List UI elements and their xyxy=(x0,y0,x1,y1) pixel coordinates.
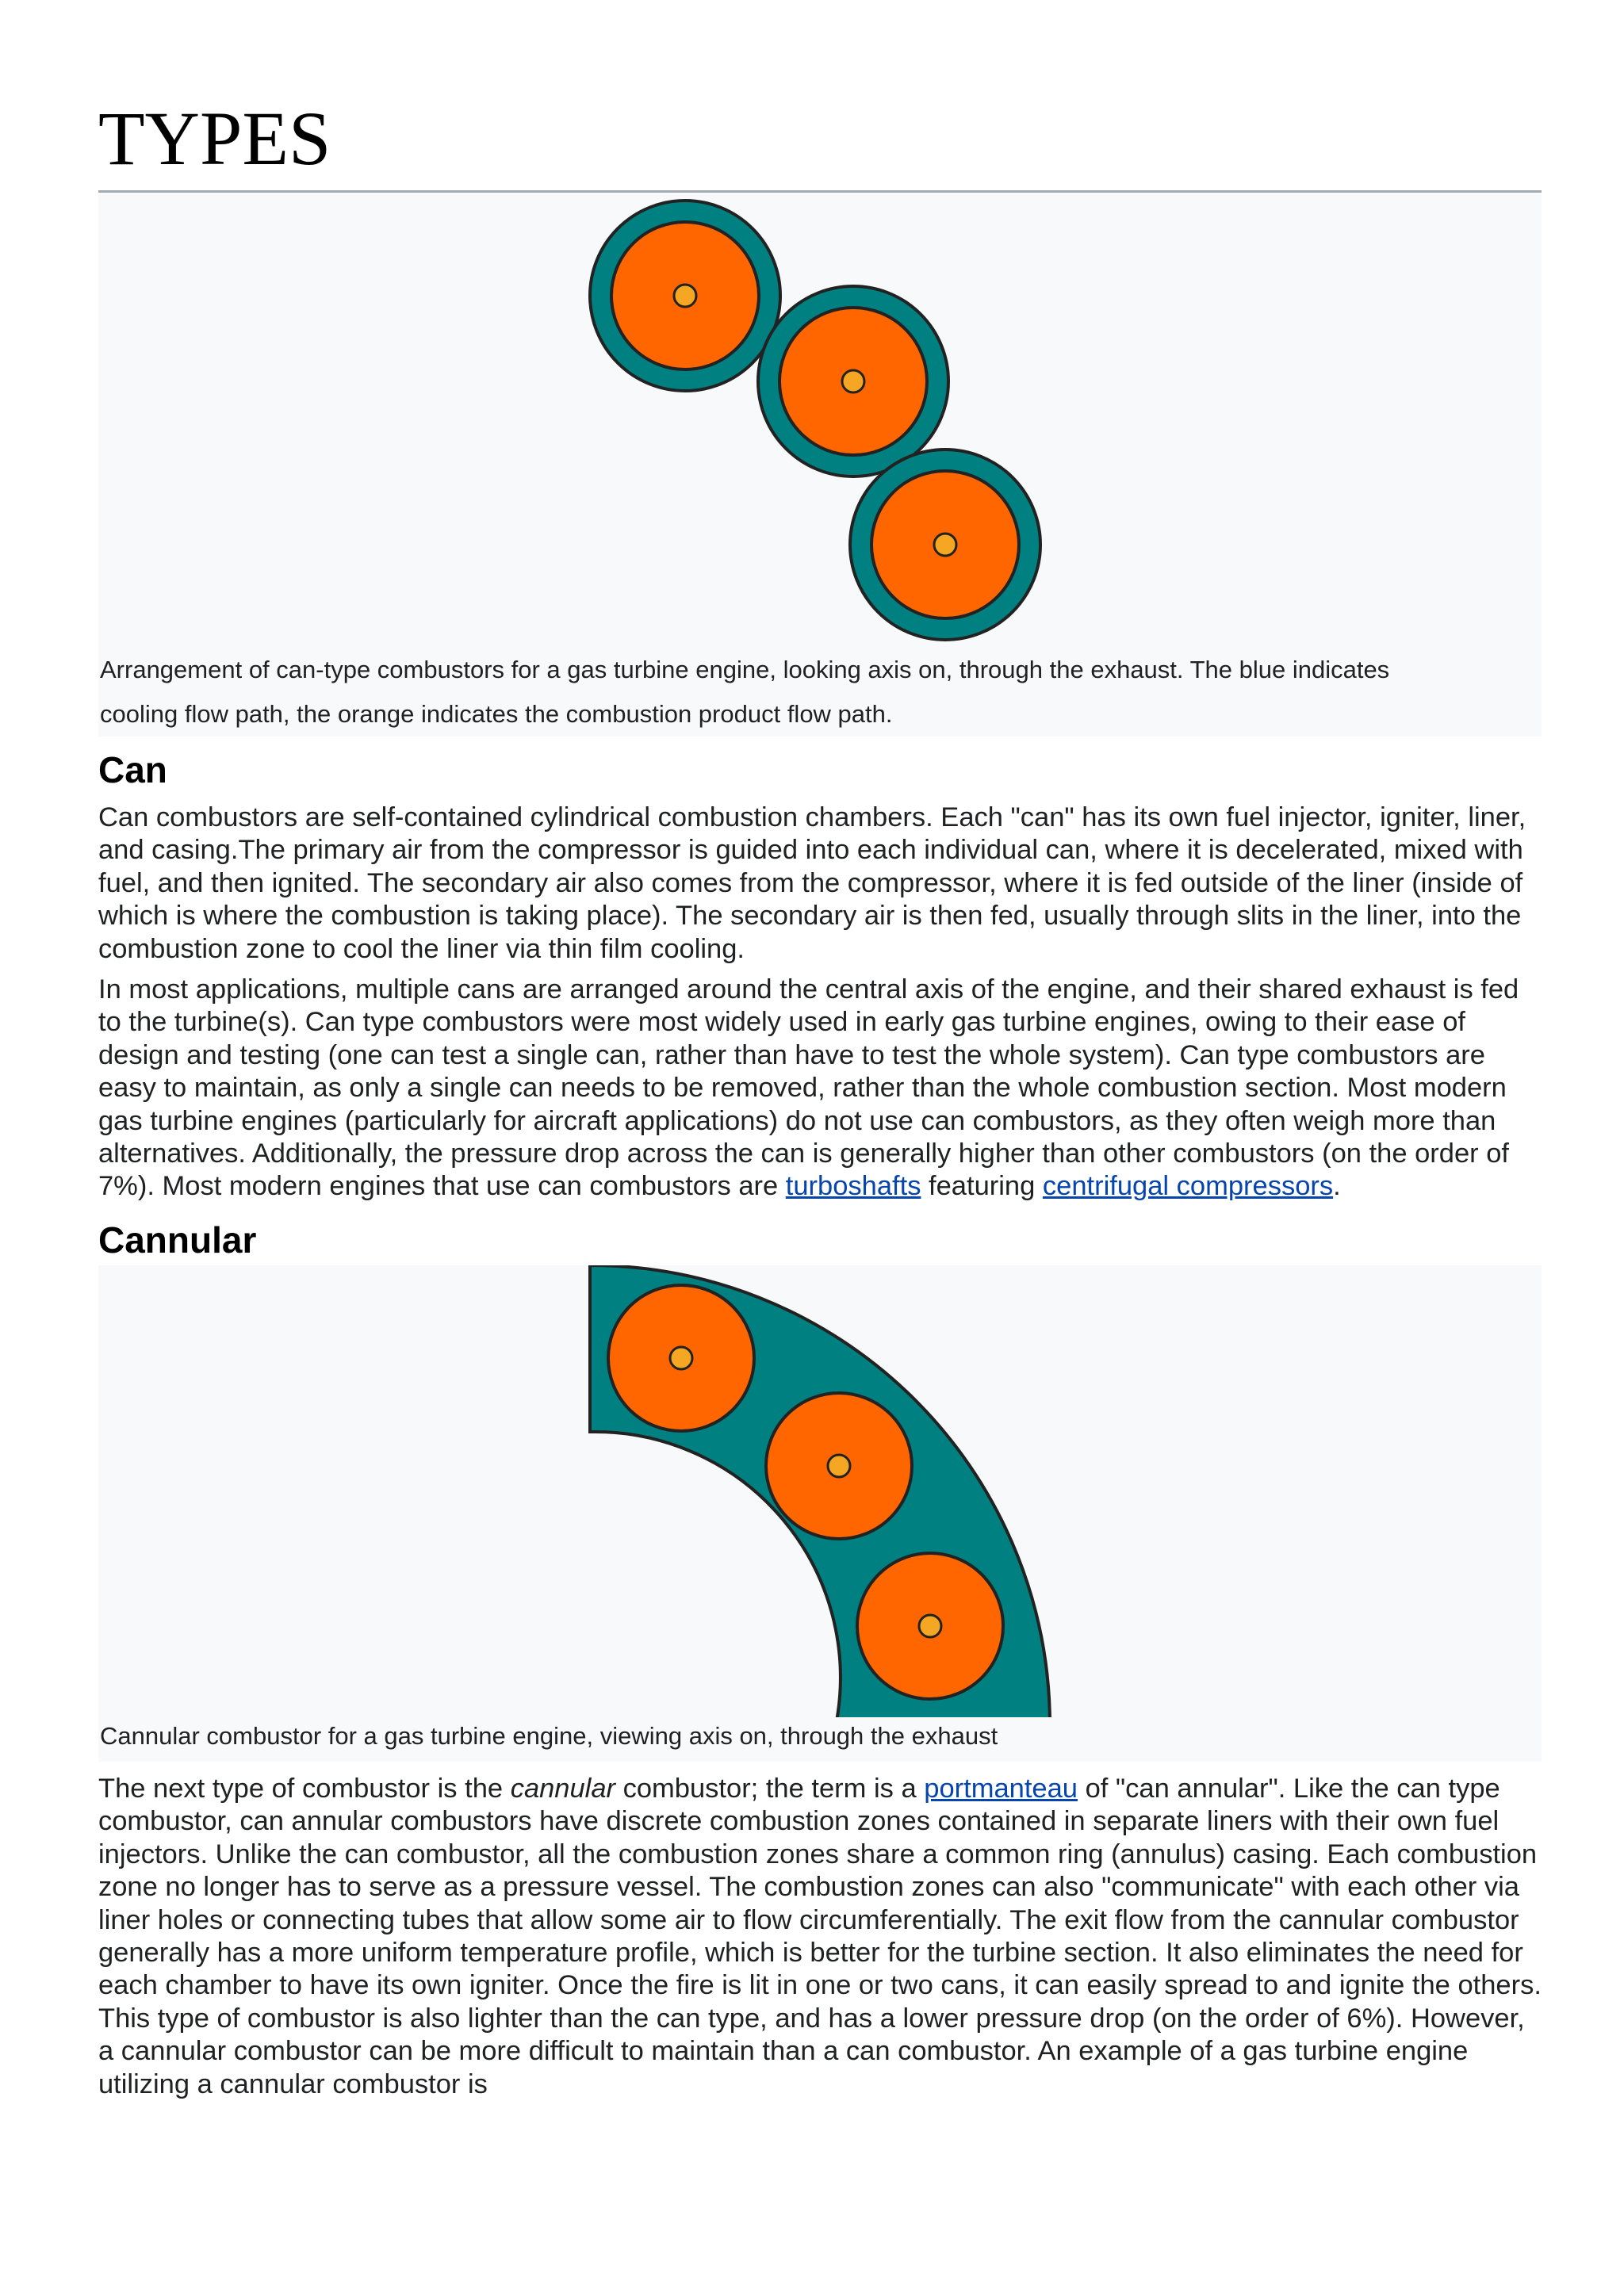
caption-line: Arrangement of can-type combustors for a gas turbine engine, looking axis on, through the exhaust. The blue indicates xyxy=(100,656,1390,683)
section-heading-can: Can xyxy=(98,749,167,790)
can-combustor-diagram xyxy=(98,193,1542,652)
document-page xyxy=(98,95,1542,2101)
figure-caption: Cannular combustor for a gas turbine engine, viewing axis on, through the exhaust xyxy=(100,1721,998,1750)
can-paragraph-2 xyxy=(98,974,1542,1203)
paragraph-text: . xyxy=(1333,1171,1341,1202)
figure-caption xyxy=(98,648,1542,737)
paragraph-text: The next type of combustor is the xyxy=(98,1773,511,1804)
centrifugal-compressors-link[interactable]: centrifugal compressors xyxy=(1042,1171,1334,1202)
emphasized-term: cannular xyxy=(510,1773,616,1804)
cannular-liner-1 xyxy=(608,1285,754,1431)
paragraph-text: combustor; the term is a xyxy=(615,1773,925,1804)
turboshafts-link[interactable]: turboshafts xyxy=(785,1171,921,1202)
portmanteau-link[interactable]: portmanteau xyxy=(924,1773,1078,1804)
cannular-liner-3 xyxy=(857,1553,1003,1699)
cannular-paragraph xyxy=(98,1773,1542,2101)
can-combustor-figure xyxy=(98,193,1542,737)
can-combustor-3 xyxy=(850,450,1040,640)
cannular-combustor-diagram xyxy=(98,1265,1542,1717)
section-heading-cannular: Cannular xyxy=(98,1219,257,1261)
page-title: TYPES xyxy=(98,96,331,181)
paragraph-text: of "can annular". Like the can type combustor, can annular combustors have discrete combustion zones contained in separate liners with their own fuel injectors. Unlike the can combustor, all the combustion zones share a common ring (annulus) casing. Each combustion zone no longer has to serve as a pressure vessel. The combustion zones can also "communicate" with each other via liner holes or connecting tubes that allow some air to flow circumferentially. The exit flow from the cannular combustor generally has a more uniform temperature profile, which is better for the turbine section. It also eliminates the need for each chamber to have its own igniter. Once the fire is lit in one or two cans, it can easily spread to and ignite the others. This type of combustor is also lighter than the can type, and has a lower pressure drop (on the order of 6%). However, a cannular combustor can be more difficult to maintain than a can combustor. An example of a gas turbine engine utilizing a cannular combustor is xyxy=(98,1773,1542,2099)
can-combustor-1 xyxy=(590,201,780,391)
can-paragraph-1: Can combustors are self-contained cylindrical combustion chambers. Each "can" has its own fuel injector, igniter, liner, and casing.The primary air from the compressor is guided into each individual can, where it is decelerated, mixed with fuel, and then ignited. The secondary air also comes from the compressor, where it is fed outside of the liner (inside of which is where the combustion is taking place). The secondary air is then fed, usually through slits in the liner, into the combustion zone to cool the liner via thin film cooling. xyxy=(98,802,1526,964)
paragraph-text: In most applications, multiple cans are arranged around the central axis of the engine, and their shared exhaust is fed to the turbine(s). Can type combustors were most widely used in early gas turbine engines, owing to their ease of design and testing (one can test a single can, rather than have to test the whole system). Can type combustors are easy to maintain, as only a single can needs to be removed, rather than the whole combustion section. Most modern gas turbine engines (particularly for aircraft applications) do not use can combustors, as they often weigh more than alternatives. Additionally, the pressure drop across the can is generally higher than other combustors (on the order of 7%). Most modern engines that use can combustors are xyxy=(98,974,1519,1202)
cannular-combustor-figure xyxy=(98,1265,1542,1762)
caption-line: cooling flow path, the orange indicates the combustion product flow path. xyxy=(100,700,893,728)
cannular-liner-2 xyxy=(766,1393,912,1539)
paragraph-text: featuring xyxy=(921,1171,1043,1202)
can-combustor-2 xyxy=(758,286,948,476)
